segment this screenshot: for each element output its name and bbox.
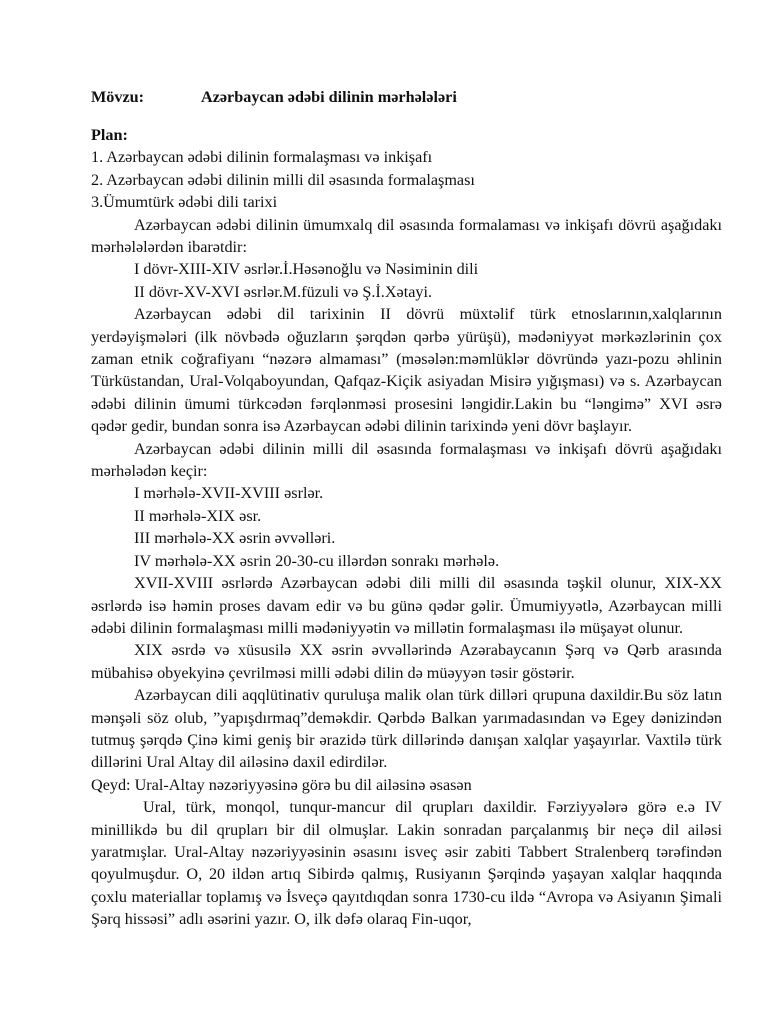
plan-item: 3.Ümumtürk ədəbi dili tarixi xyxy=(91,193,278,212)
plan-item: 1. Azərbaycan ədəbi dilinin formalaşması və inkişafı xyxy=(91,148,433,167)
paragraph: Azərbaycan ədəbi dil tarixinin II dövrü müxtəlif türk etnoslarının,xalqlarının yerdəyişmələri (ilk növbədə oğuzların şərqdən qərbə yürüşü), mədəniyyət mərkəzlərinin çox zaman etnik coğrafiyanı “nəzərə almaması” (məsələn:məmlüklər dövründə yazı-pozu əhlinin Türküstandan, Ural-Volqaboyundan, Qafqaz-Kiçik asiyadan Misirə yığışması) və s. Azərbaycan ədəbi dilinin ümumi türkcədən fərqlənməsi prosesini ləngidir.Lakin bu “ləngimə” XVI əsrə qədər gedir, bundan sonra isə Azərbaycan ədəbi dilinin tarixində yeni dövr başlayır. xyxy=(91,305,722,436)
period-line: II dövr-XV-XVI əsrlər.M.füzuli və Ş.İ.Xətayi. xyxy=(134,282,433,301)
paragraph: XIX əsrdə və xüsusilə XX əsrin əvvəllərində Azərabaycanın Şərq və Qərb arasında mübahisə obyekyinə çevrilməsi milli ədəbi dilin də müəyyən təsir göstərir. xyxy=(91,641,722,682)
topic-label: Mövzu: xyxy=(91,88,145,106)
topic-heading xyxy=(91,86,722,110)
plan-list xyxy=(91,146,722,213)
plan-item: 2. Azərbaycan ədəbi dilinin milli dil əsasında formalaşması xyxy=(91,170,475,189)
paragraph: Azərbaycan dili aqqlütinativ quruluşa malik olan türk dilləri qrupuna daxildir.Bu söz latın mənşəli söz olub, ”yapışdırmaq”deməkdir. Qərbdə Balkan yarımadasından və Egey dənizindən tutmuş şərqdə Çinə kimi geniş bir ərazidə türk dillərində danışan xalqlar yaşayırlar. Vaxtilə türk dillərini Ural Altay dil ailəsinə daxil edirdilər. xyxy=(91,686,722,772)
document-page xyxy=(91,86,722,931)
topic-title: Azərbaycan ədəbi dilinin mərhələləri xyxy=(201,88,457,106)
paragraph: Azərbaycan ədəbi dilinin milli dil əsasında formalaşması və inkişafı dövrü aşağıdakı mərhələdən keçir: xyxy=(91,439,722,481)
period-line: I dövr-XIII-XIV əsrlər.İ.Həsənoğlu və Nəsiminin dili xyxy=(134,260,479,279)
stage-line: III mərhələ-XX əsrin əvvəlləri. xyxy=(134,529,336,548)
paragraph: XVII-XVIII əsrlərdə Azərbaycan ədəbi dili milli dil əsasında təşkil olunur, XIX-XX əsrlərdə isə həmin proses davam edir və bu günə qədər gəlir. Ümumiyyətlə, Azərbaycan milli ədəbi dilinin formalaşması milli mədəniyyətin və millətin formalaşması ilə müşayət olunur. xyxy=(91,574,722,637)
plan-title: Plan: xyxy=(91,126,128,144)
stage-line: II mərhələ-XIX əsr. xyxy=(134,506,262,525)
paragraph: Azərbaycan ədəbi dilinin ümumxalq dil əsasında formalaması və inkişafı dövrü aşağıdakı mərhələlərdən ibarətdir: xyxy=(91,215,722,257)
stage-line: I mərhələ-XVII-XVIII əsrlər. xyxy=(134,484,324,503)
paragraph: Ural, türk, monqol, tunqur-mancur dil qrupları daxildir. Fərziyyələrə görə e.ə IV minillikdə bu dil qrupları bir dil olmuşlar. Lakin sonradan parçalanmış bir neçə dil ailəsi yaratmışlar. Ural-Altay nəzəriyyəsinin əsasını isveç əsir zabiti Tabbert Stralenberq tərəfindən qoyulmuşdur. O, 20 ildən artıq Sibirdə qalmış, Rusiyanın Şərqində yaşayan xalqlar haqqında çoxlu materiallar toplamış və İsveçə qayıtdıqdan sonra 1730-cu ildə “Avropa və Asiyanın Şimali Şərq hissəsi” adlı əsərini yazır. O, ilk dəfə olaraq Fin-uqor, xyxy=(91,798,722,929)
note-line: Qeyd: Ural-Altay nəzəriyyəsinə görə bu dil ailəsinə əsasən xyxy=(91,775,472,794)
stage-line: IV mərhələ-XX əsrin 20-30-cu illərdən sonrakı mərhələ. xyxy=(134,551,500,570)
